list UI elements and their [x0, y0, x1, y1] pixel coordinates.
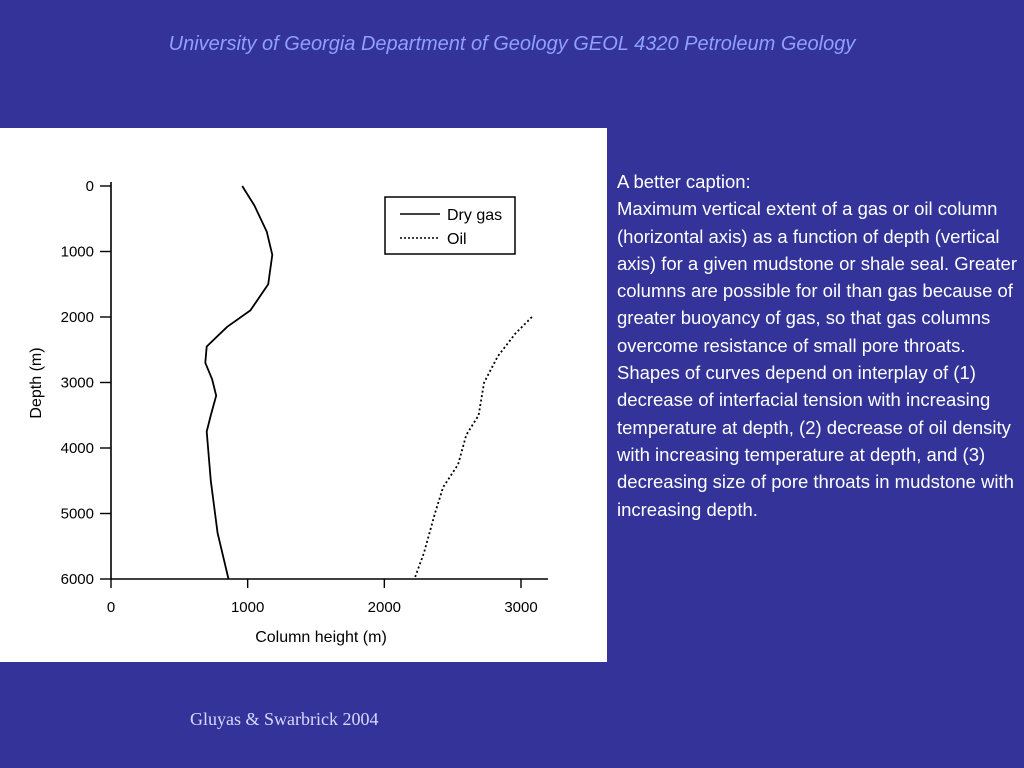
y-tick-label: 4000	[60, 440, 94, 457]
y-tick-label: 6000	[60, 571, 94, 588]
chart-legend	[385, 197, 515, 254]
legend-label-dry-gas: Dry gas	[447, 207, 503, 224]
chart-figure	[0, 128, 607, 662]
x-tick-label: 0	[106, 599, 116, 616]
slide-header: University of Georgia Department of Geology GEOL 4320 Petroleum Geology	[168, 33, 856, 55]
figure-credit: Gluyas & Swarbrick 2004	[190, 709, 379, 729]
legend-label-oil: Oil	[447, 231, 467, 248]
y-tick-label: 2000	[60, 309, 94, 326]
y-tick-label: 5000	[60, 505, 94, 523]
x-axis-label: Column height (m)	[255, 629, 387, 646]
x-tick-label: 3000	[504, 599, 538, 616]
series-line-oil	[414, 317, 532, 579]
y-tick-label: 1000	[60, 243, 94, 261]
y-axis-label: Depth (m)	[28, 347, 45, 419]
x-tick-label: 2000	[367, 599, 402, 616]
figure-caption	[617, 168, 1017, 523]
x-tick-label: 1000	[230, 599, 265, 616]
caption-title: A better caption:	[617, 171, 751, 192]
depth-column-chart	[0, 128, 607, 662]
series-line-dry-gas	[205, 186, 272, 579]
caption-body: Maximum vertical extent of a gas or oil column (horizontal axis) as a function of depth (vertical axis) for a given mudstone or shale seal. Greater columns are possible for oil than gas because of greater buoyancy of gas, so that gas columns overcome resistance of small pore throats. Shapes of curves depend on interplay of (1) decrease of interfacial tension with increasing temperature at depth, (2) decrease of oil density with increasing temperature at depth, and (3) decreasing size of pore throats in mudstone with increasing depth.	[617, 198, 1017, 520]
y-tick-label: 0	[85, 178, 94, 195]
y-tick-label: 3000	[60, 374, 94, 392]
